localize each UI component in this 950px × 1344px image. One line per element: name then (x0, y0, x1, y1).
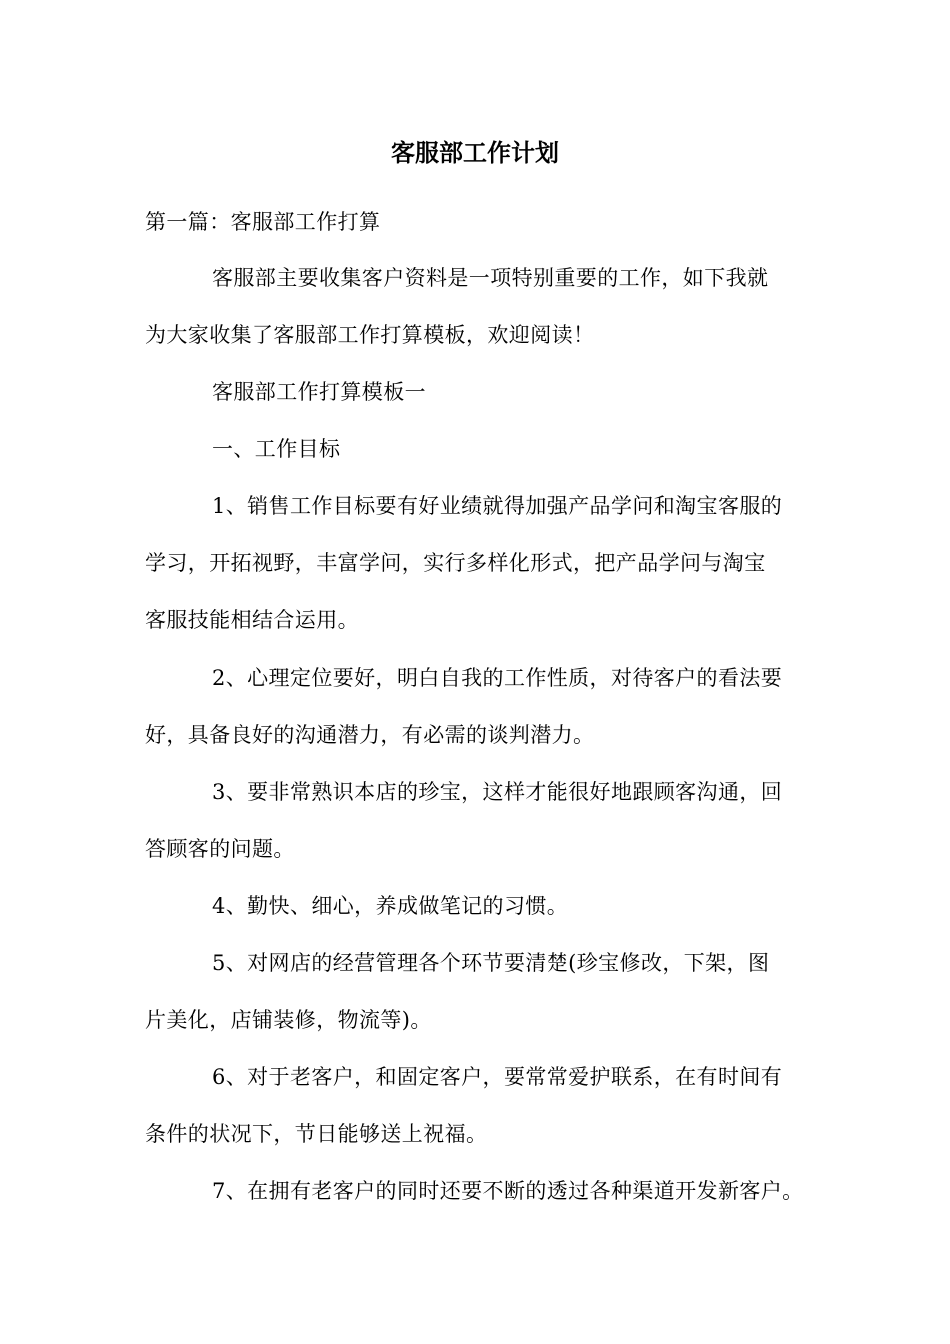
list-item-line: 客服技能相结合运用。 (145, 608, 359, 632)
list-item-line: 5、对网店的经营管理各个环节要清楚(珍宝修改，下架，图 (212, 951, 770, 975)
list-item-line: 4、勤快、细心，养成做笔记的习惯。 (212, 894, 569, 918)
subheading: 一、工作目标 (212, 437, 341, 461)
list-item-line: 学习，开拓视野，丰富学问，实行多样化形式，把产品学问与淘宝 (145, 551, 766, 575)
list-item-line: 3、要非常熟识本店的珍宝，这样才能很好地跟顾客沟通，回 (212, 780, 783, 804)
subheading: 客服部工作打算模板一 (212, 380, 426, 404)
list-item-line: 答顾客的问题。 (145, 837, 295, 861)
paragraph-line: 为大家收集了客服部工作打算模板，欢迎阅读！ (145, 323, 595, 347)
paragraph-line: 客服部主要收集客户资料是一项特别重要的工作，如下我就 (212, 266, 769, 290)
list-item-line: 好，具备良好的沟通潜力，有必需的谈判潜力。 (145, 723, 595, 747)
list-item-line: 7、在拥有老客户的同时还要不断的透过各种渠道开发新客户。 (212, 1179, 804, 1203)
list-item-line: 6、对于老客户，和固定客户，要常常爱护联系，在有时间有 (212, 1065, 783, 1089)
section-heading-1: 第一篇：客服部工作打算 (145, 210, 381, 234)
document-title: 客服部工作计划 (391, 138, 559, 167)
list-item-line: 条件的状况下，节日能够送上祝福。 (145, 1122, 488, 1146)
list-item-line: 1、销售工作目标要有好业绩就得加强产品学问和淘宝客服的 (212, 494, 783, 518)
list-item-line: 片美化，店铺装修，物流等)。 (145, 1008, 432, 1032)
list-item-line: 2、心理定位要好，明白自我的工作性质，对待客户的看法要 (212, 666, 783, 690)
